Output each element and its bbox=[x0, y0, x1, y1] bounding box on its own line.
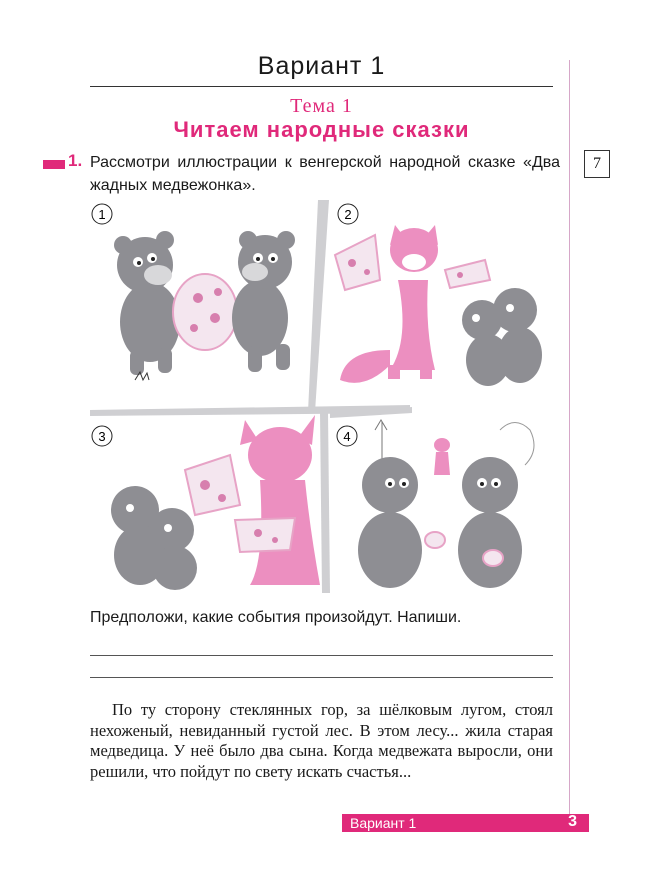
question-text: Предположи, какие события произойдут. Напиши. bbox=[90, 609, 462, 626]
panel-3 bbox=[92, 415, 320, 590]
answer-line-1[interactable] bbox=[90, 655, 553, 656]
score-box: 7 bbox=[584, 150, 610, 178]
topic-title: Читаем народные сказки bbox=[173, 117, 470, 142]
panel-number: 3 bbox=[98, 429, 106, 444]
divider-vertical-bottom bbox=[320, 412, 330, 593]
illustrations bbox=[90, 200, 558, 593]
answer-line-2[interactable] bbox=[90, 677, 553, 678]
panel-2 bbox=[335, 204, 542, 386]
margin-line bbox=[569, 60, 570, 832]
divider-vertical-top bbox=[308, 200, 329, 412]
panel-number: 4 bbox=[343, 429, 351, 444]
task-number: 1. bbox=[68, 151, 83, 170]
task-text: Рассмотри иллюстрации к венгерской народной сказке «Два жадных медвежонка». bbox=[90, 154, 560, 194]
panel-number: 1 bbox=[98, 207, 106, 222]
panel-1 bbox=[92, 204, 295, 380]
variant-title: Вариант 1 bbox=[257, 52, 386, 80]
story-text: По ту сторону стеклянных гор, за шёлковым лугом, стоял нехоженый, невиданный густой лес. В этом лесу... жила старая медведица. У неё было два сына. Когда медвежата выросли, они решили, что пойдут по свету искать счастья... bbox=[90, 700, 553, 781]
panel-4 bbox=[337, 420, 534, 588]
topic-label: Тема 1 bbox=[290, 95, 353, 117]
page-number: 3 bbox=[568, 813, 577, 830]
footer-variant: Вариант 1 bbox=[350, 815, 417, 831]
panel-number: 2 bbox=[344, 207, 352, 222]
task-marker bbox=[43, 160, 65, 169]
footer-bar bbox=[342, 814, 589, 832]
header-rule bbox=[90, 86, 553, 87]
